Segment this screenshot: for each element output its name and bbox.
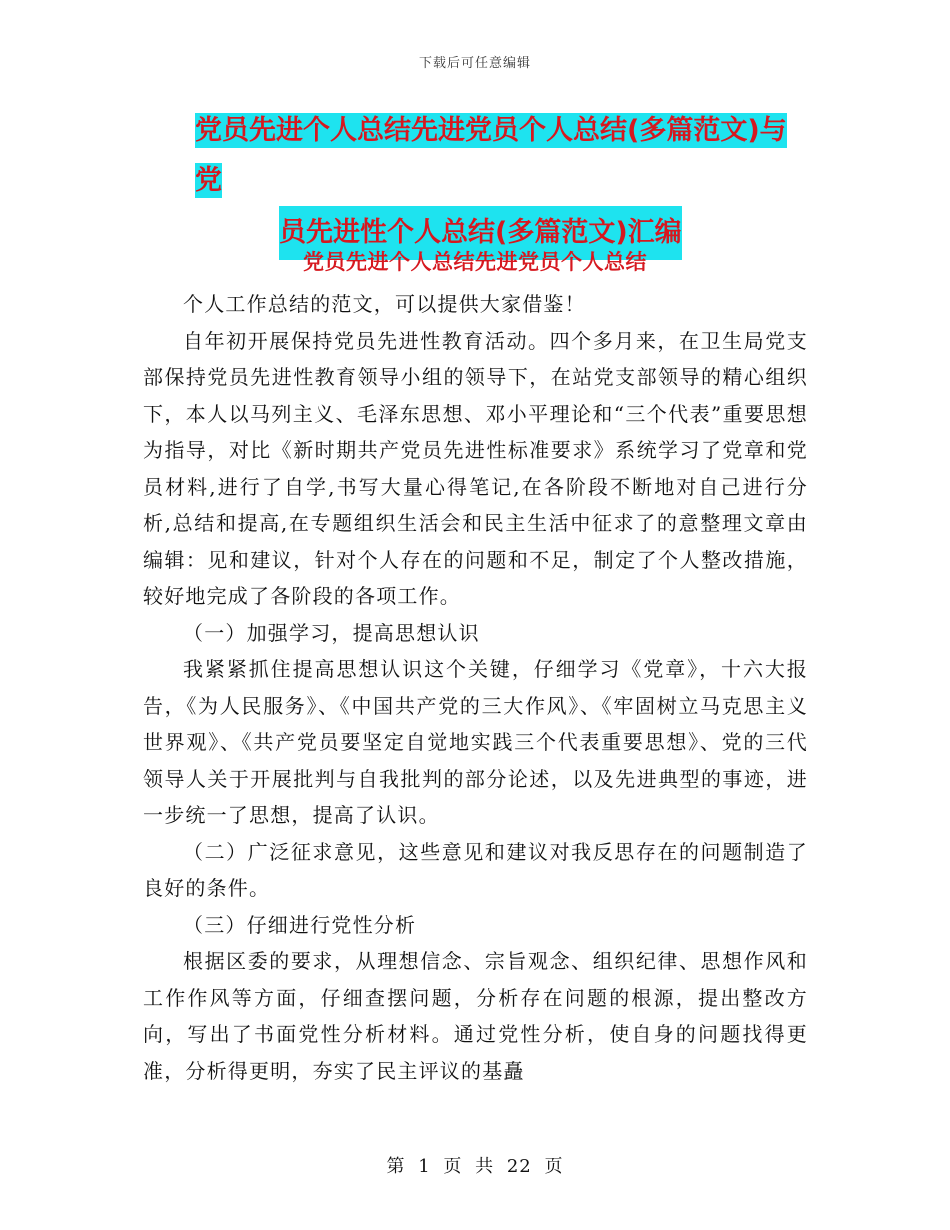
document-body bbox=[143, 286, 808, 1089]
title-line-2: 员先进性个人总结(多篇范文)汇编 bbox=[279, 206, 682, 260]
page-footer: 第 1 页 共 22 页 bbox=[386, 1156, 564, 1177]
paragraph: （二）广泛征求意见，这些意见和建议对我反思存在的问题制造了良好的条件。 bbox=[143, 839, 808, 900]
paragraph: 根据区委的要求，从理想信念、宗旨观念、组织纪律、思想作风和工作作风等方面，仔细查摆问题，分析存在问题的根源，提出整改方向，写出了书面党性分析材料。通过党性分析，使自身的问题找得更准，分析得更明，夯实了民主评议的基矗 bbox=[143, 949, 808, 1083]
paragraph: 个人工作总结的范文，可以提供大家借鉴！ bbox=[183, 292, 586, 316]
document-title bbox=[195, 106, 810, 260]
subheading: （一）加强学习，提高思想认识 bbox=[183, 620, 480, 645]
header-note: 下载后可任意编辑 bbox=[418, 56, 531, 71]
paragraph: 自年初开展保持党员先进性教育活动。四个多月来，在卫生局党支部保持党员先进性教育领导小组的领导下，在站党支部领导的精心组织下，本人以马列主义、毛泽东思想、邓小平理论和“三个代表”重要思想为指导，对比《新时期共产党员先进性标准要求》系统学习了党章和党员材料,进行了自学,书写大量心得笔记,在各阶段不断地对自己进行分析,总结和提高,在专题组织生活会和民主生活中征求了的意整理文章由编辑：见和建议，针对个人存在的问题和不足，制定了个人整改措施，较好地完成了各阶段的各项工作。 bbox=[143, 328, 808, 608]
section-title: 党员先进个人总结先进党员个人总结 bbox=[303, 250, 647, 274]
paragraph: 我紧紧抓住提高思想认识这个关键，仔细学习《党章》，十六大报告，《为人民服务》、《中国共产党的三大作风》、《牢固树立马克思主义世界观》、《共产党员要坚定自觉地实践三个代表重要思想》、党的三代领导人关于开展批判与自我批判的部分论述，以及先进典型的事迹，进一步统一了思想，提高了认识。 bbox=[143, 657, 808, 827]
title-line-1: 党员先进个人总结先进党员个人总结(多篇范文)与党 bbox=[195, 115, 787, 196]
subheading: （三）仔细进行党性分析 bbox=[183, 912, 417, 937]
